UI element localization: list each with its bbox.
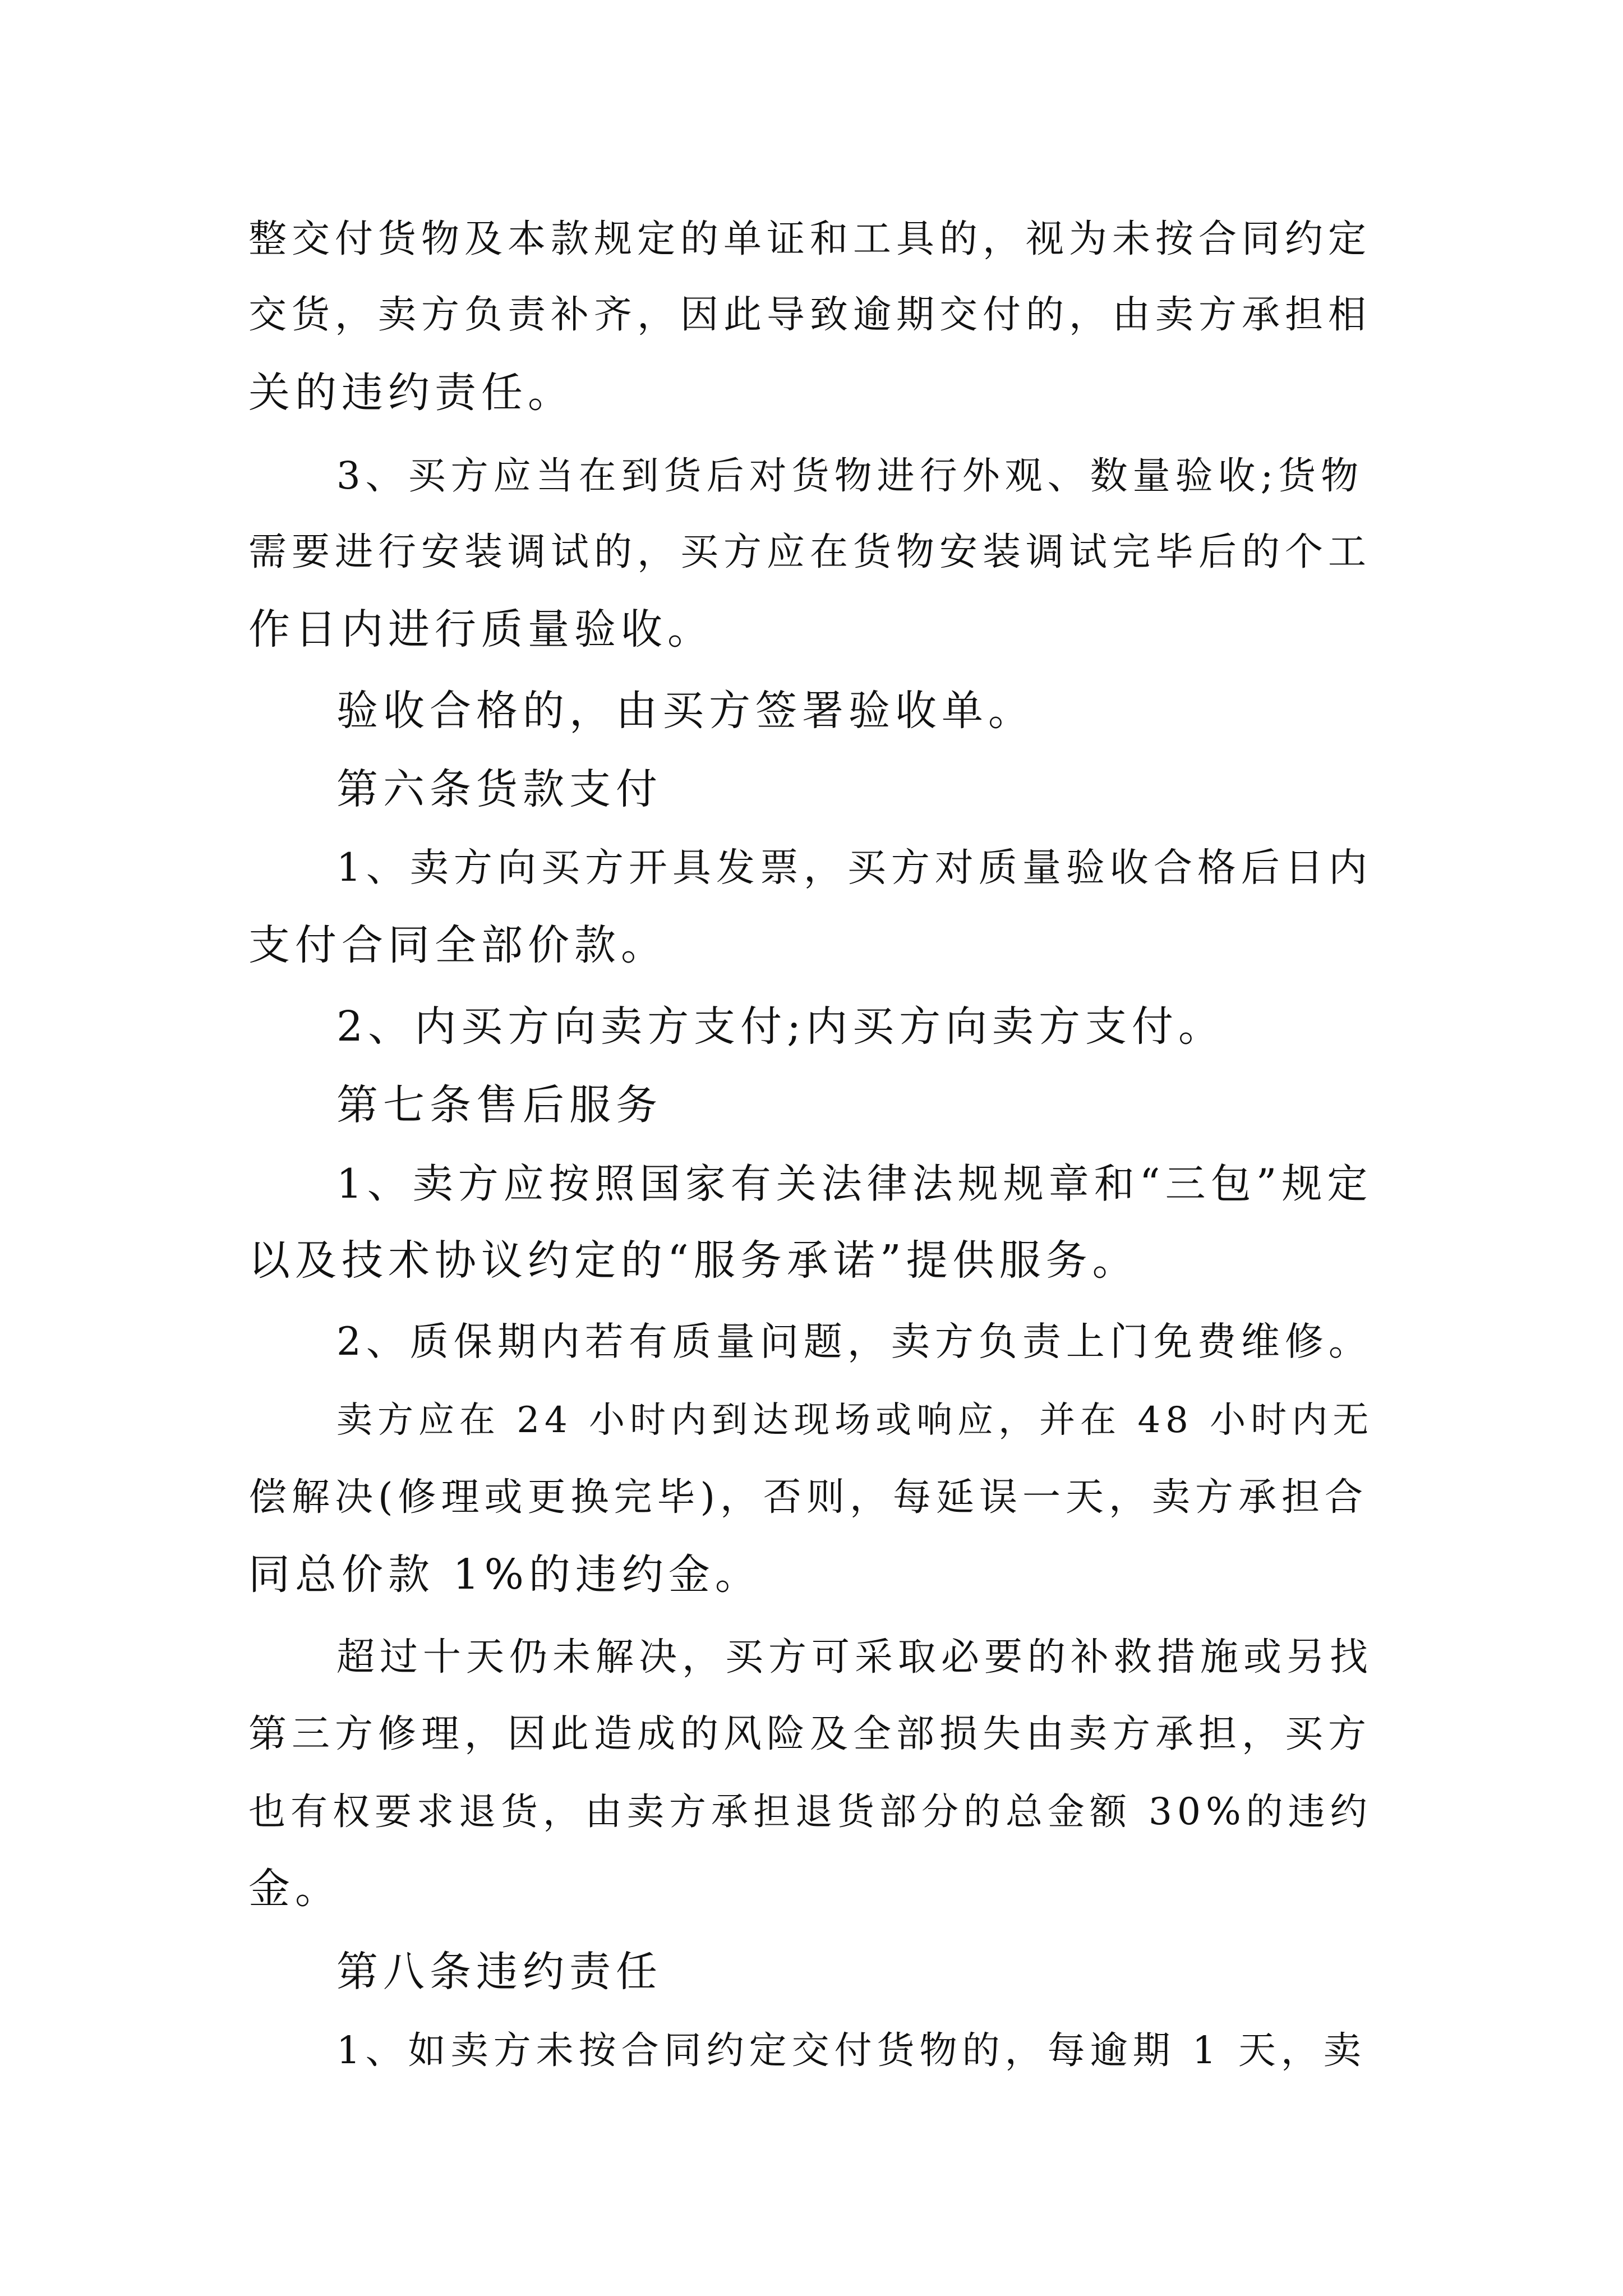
text-line: 需要进行安装调试的，买方应在货物安装调试完毕后的个工: [248, 530, 1372, 574]
text-line: 1、卖方向买方开具发票，买方对质量验收合格后日内: [336, 845, 1372, 890]
text-line: 支付合同全部价款。: [248, 921, 667, 969]
text-line: 也有权要求退货，由卖方承担退货部分的总金额 30%的违约: [248, 1790, 1372, 1833]
section-heading: 第八条违约责任: [336, 1948, 662, 1996]
text-line: 交货，卖方负责补齐，因此导致逾期交付的，由卖方承担相: [248, 293, 1372, 337]
text-line: 1、卖方应按照国家有关法律法规规章和“三包”规定: [336, 1160, 1373, 1207]
text-line: 作日内进行质量验收。: [248, 605, 714, 654]
text-line: 2、质保期内若有质量问题，卖方负责上门免费维修。: [336, 1319, 1372, 1364]
text-line: 超过十天仍未解决，买方可采取必要的补救措施或另找: [336, 1635, 1373, 1680]
text-line: 2、内买方向卖方支付;内买方向卖方支付。: [336, 1002, 1225, 1051]
text-line: 第三方修理，因此造成的风险及全部损失由卖方承担，买方: [248, 1712, 1372, 1756]
text-line: 3、买方应当在到货后对货物进行外观、数量验收;货物: [336, 454, 1364, 498]
text-line: 1、如卖方未按合同约定交付货物的，每逾期 1 天，卖: [336, 2028, 1366, 2072]
text-line: 偿解决(修理或更换完毕)，否则，每延误一天，卖方承担合: [248, 1475, 1368, 1520]
text-line: 验收合格的，由买方签署验收单。: [336, 687, 1035, 735]
text-line: 整交付货物及本款规定的单证和工具的，视为未按合同约定: [248, 217, 1372, 261]
text-line: 卖方应在 24 小时内到达现场或响应，并在 48 小时内无: [336, 1400, 1374, 1441]
section-heading: 第六条货款支付: [336, 765, 662, 813]
section-heading: 第七条售后服务: [336, 1081, 662, 1129]
text-line: 同总价款 1%的违约金。: [248, 1550, 762, 1599]
text-line: 以及技术协议约定的“服务承诺”提供服务。: [248, 1236, 1139, 1285]
text-line: 关的违约责任。: [248, 369, 574, 417]
text-line: 金。: [248, 1865, 342, 1913]
